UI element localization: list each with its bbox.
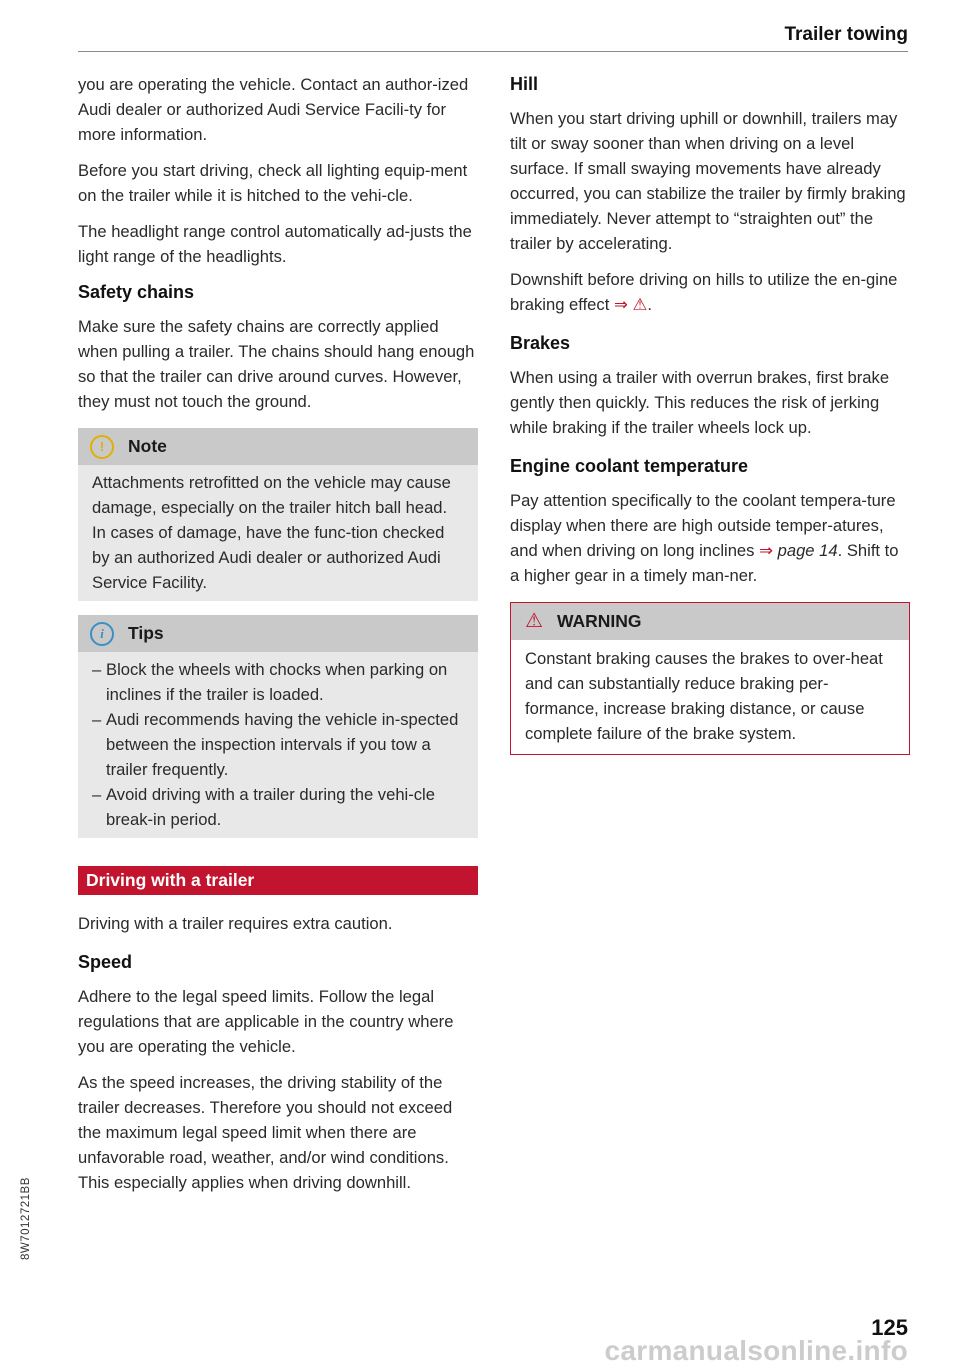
exclamation-icon: ! <box>90 435 114 459</box>
hill-heading: Hill <box>510 74 539 94</box>
tips-list <box>92 657 464 832</box>
page-number: 125 <box>871 1315 908 1340</box>
warning-label: WARNING <box>556 611 642 631</box>
tips-box <box>78 615 478 838</box>
intro-paragraph-1: you are operating the vehicle. Contact an author-ized Audi dealer or authorized Audi Service Facili-ty for more information. <box>78 75 469 144</box>
header-rule <box>78 51 908 52</box>
brakes-text: When using a trailer with overrun brakes, first brake gently then quickly. This reduces the risk of jerking while braking if the trailer wheels lock up. <box>510 368 890 437</box>
safety-chains-heading: Safety chains <box>78 282 195 302</box>
info-icon: i <box>90 622 114 646</box>
warning-box <box>510 602 910 755</box>
tips-header <box>78 615 478 652</box>
list-item: – Block the wheels with chocks when parking on inclines if the trailer is loaded. <box>92 657 464 707</box>
intro-paragraph-2: Before you start driving, check all lighting equip-ment on the trailer while it is hitched to the vehi-cle. <box>78 161 468 205</box>
note-label: Note <box>128 436 167 456</box>
speed-paragraph-1: Adhere to the legal speed limits. Follow the legal regulations that are applicable in the country where you are operating the vehicle. <box>78 987 454 1056</box>
coolant-heading: Engine coolant temperature <box>510 456 749 476</box>
tips-body <box>78 652 478 838</box>
hill-paragraph-2-end: . <box>647 295 652 314</box>
list-item: – Avoid driving with a trailer during the vehi-cle break-in period. <box>92 782 464 832</box>
intro-paragraph-3: The headlight range control automatically ad-justs the light range of the headlights. <box>78 222 472 266</box>
arrow-right-icon[interactable]: ⇒ <box>613 295 628 314</box>
speed-paragraph-2: As the speed increases, the driving stability of the trailer decreases. Therefore you should not exceed the maximum legal speed limit when there are unfavorable road, weather, and/or wind conditions. This especially applies when driving downhill. <box>78 1073 453 1192</box>
warning-header <box>511 603 909 640</box>
warning-triangle-icon[interactable]: ⚠ <box>632 295 648 314</box>
section-title-bar: Driving with a trailer <box>78 866 478 895</box>
speed-heading: Speed <box>78 952 133 972</box>
warning-body: Constant braking causes the brakes to over-heat and can substantially reduce braking per-formance, increase braking distance, or cause complete failure of the brake system. <box>511 640 909 754</box>
note-body: Attachments retrofitted on the vehicle may cause damage, especially on the trailer hitch ball head. In cases of damage, have the func-tion checked by an authorized Audi dealer or authorized Audi Service Facility. <box>92 473 451 592</box>
coolant-text-b: . Shift to a higher gear in a timely man-ner. <box>510 541 899 585</box>
hill-paragraph-1: When you start driving uphill or downhill, trailers may tilt or sway sooner than when driving on a level surface. If small swaying movements have already occurred, you can stabilize the trailer by firmly braking immediately. Never attempt to “straighten out” the trailer by accelerating. <box>510 109 906 253</box>
brakes-heading: Brakes <box>510 333 571 353</box>
right-column <box>510 72 910 755</box>
running-header: Trailer towing <box>784 24 908 45</box>
warning-triangle-icon: ⚠ <box>525 610 543 632</box>
document-code: 8W7012721BB <box>20 1177 32 1260</box>
safety-chains-text: Make sure the safety chains are correctly applied when pulling a trailer. The chains should hang enough so that the trailer can drive around curves. However, they must not touch the ground. <box>78 317 475 411</box>
hill-paragraph-2-text: Downshift before driving on hills to utilize the en-gine braking effect <box>510 270 898 314</box>
hill-paragraph-2 <box>510 267 910 317</box>
coolant-text-a: Pay attention specifically to the coolant tempera-ture display when there are high outside temper-atures, and when driving on long inclines <box>510 491 896 560</box>
left-column <box>78 72 478 1206</box>
list-item: – Audi recommends having the vehicle in-spected between the inspection intervals if you tow a trailer frequently. <box>92 707 464 782</box>
arrow-right-icon[interactable]: ⇒ <box>759 541 773 560</box>
watermark: carmanualsonline.info <box>604 1335 908 1366</box>
page-reference-link[interactable]: page 14 <box>777 541 838 560</box>
note-box <box>78 428 478 601</box>
note-header <box>78 428 478 465</box>
section-intro: Driving with a trailer requires extra caution. <box>78 914 393 933</box>
coolant-text <box>510 488 910 588</box>
tips-label: Tips <box>128 623 164 643</box>
